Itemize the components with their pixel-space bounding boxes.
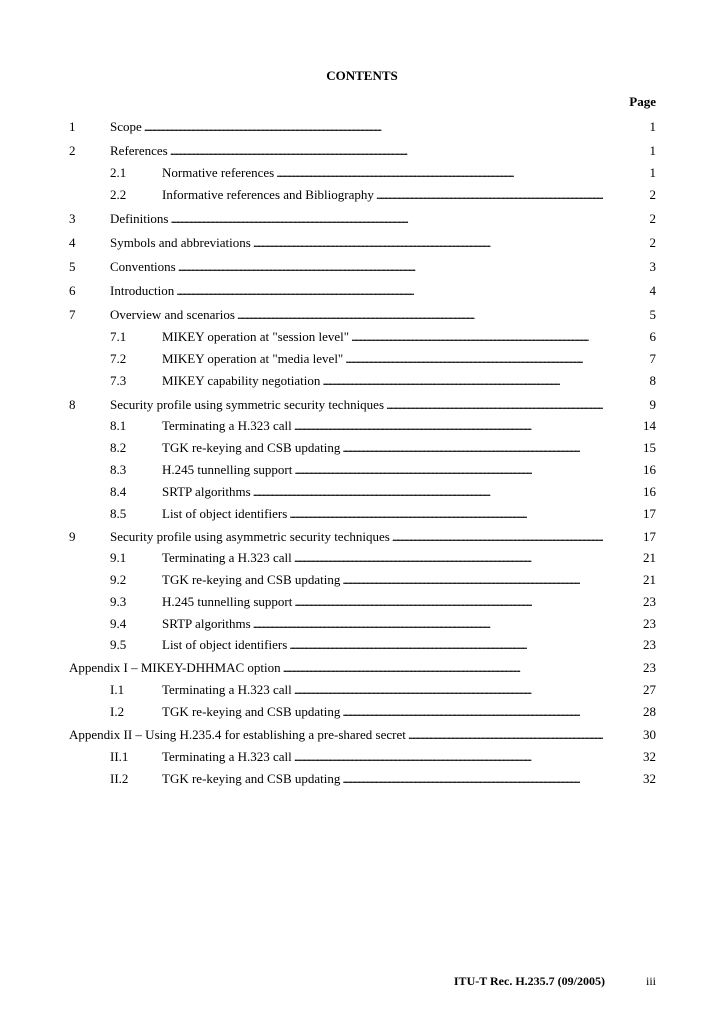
toc-entry-page: 28 <box>643 704 656 719</box>
toc-entry-i-1[interactable] <box>0 681 724 699</box>
toc-entry-number: 8 <box>69 397 76 412</box>
toc-entry-leader <box>110 306 603 324</box>
toc-entry-page: 32 <box>643 771 656 786</box>
toc-entry-5[interactable] <box>0 258 724 276</box>
toc-entry-number: 7.2 <box>110 351 127 366</box>
toc-entry-1[interactable] <box>0 118 724 136</box>
toc-entry-number: 9.3 <box>110 594 127 609</box>
toc-entry-number: I.1 <box>110 682 125 697</box>
toc-entry-page: 5 <box>649 307 656 322</box>
toc-entry-number: 8.4 <box>110 484 127 499</box>
toc-entry-number: 1 <box>69 119 76 134</box>
toc-entry-number: 2.1 <box>110 165 127 180</box>
toc-entry-page: 21 <box>643 572 656 587</box>
toc-entry-leader <box>110 118 603 136</box>
toc-entry-title: H.245 tunnelling support <box>162 594 293 609</box>
toc-entry-page: 17 <box>643 529 656 544</box>
toc-entry-title: TGK re-keying and CSB updating <box>162 440 341 455</box>
toc-entry-leader <box>162 748 603 766</box>
toc-entry-number: 9.2 <box>110 572 127 587</box>
toc-entry-page: 14 <box>643 418 656 433</box>
toc-entry-title: Normative references <box>162 165 275 180</box>
toc-entry-leader <box>162 483 603 501</box>
toc-entry-8-3[interactable] <box>0 461 724 479</box>
toc-entry-title: Informative references and Bibliography <box>162 187 374 202</box>
toc-entry-page: 7 <box>649 351 656 366</box>
toc-entry-title: Terminating a H.323 call <box>162 682 292 697</box>
toc-entry-number: 8.5 <box>110 506 127 521</box>
toc-entry-number: 3 <box>69 211 76 226</box>
toc-entry-leader <box>69 659 603 677</box>
toc-entry-9-5[interactable] <box>0 636 724 654</box>
toc-entry-leader <box>162 439 603 457</box>
toc-entry-2-1[interactable] <box>0 164 724 182</box>
toc-entry-title: Scope <box>110 119 142 134</box>
toc-entry-leader <box>162 505 603 523</box>
toc-entry-7-1[interactable] <box>0 328 724 346</box>
toc-entry-page: 23 <box>643 660 656 675</box>
toc-entry-title: SRTP algorithms <box>162 484 251 499</box>
toc-entry-7-2[interactable] <box>0 350 724 368</box>
toc-entry-title: Appendix I – MIKEY-DHHMAC option <box>69 660 281 675</box>
toc-entry-page: 8 <box>649 373 656 388</box>
toc-entry-8[interactable] <box>0 396 724 414</box>
toc-entry-number: 5 <box>69 259 76 274</box>
toc-entry-title: Terminating a H.323 call <box>162 749 292 764</box>
toc-entry-page: 23 <box>643 637 656 652</box>
toc-entry-title: List of object identifiers <box>162 637 288 652</box>
toc-entry-number: 7.3 <box>110 373 127 388</box>
toc-entry-ii-2[interactable] <box>0 770 724 788</box>
toc-entry-title: Terminating a H.323 call <box>162 418 292 433</box>
toc-entry-page: 1 <box>649 165 656 180</box>
toc-entry-leader <box>162 593 603 611</box>
toc-entry-number: 9.5 <box>110 637 127 652</box>
toc-entry-leader <box>162 186 603 204</box>
toc-entry-leader <box>110 142 603 160</box>
toc-entry-title: Symbols and abbreviations <box>110 235 251 250</box>
toc-entry-title: Security profile using asymmetric security techniques <box>110 529 390 544</box>
toc-entry-leader <box>162 164 603 182</box>
toc-entry-leader <box>69 726 603 744</box>
toc-entry-page: 9 <box>649 397 656 412</box>
toc-entry-leader <box>162 350 603 368</box>
toc-entry-leader <box>162 703 603 721</box>
toc-entry-7[interactable] <box>0 306 724 324</box>
toc-entry-title: References <box>110 143 168 158</box>
toc-entry-title: Definitions <box>110 211 169 226</box>
toc-entry-number: 4 <box>69 235 76 250</box>
toc-entry-page: 30 <box>643 727 656 742</box>
toc-entry-title: Security profile using symmetric security techniques <box>110 397 385 412</box>
toc-entry-title: Terminating a H.323 call <box>162 550 292 565</box>
toc-entry-number: 9.1 <box>110 550 127 565</box>
toc-entry-number: 8.1 <box>110 418 127 433</box>
footer-recommendation: ITU-T Rec. H.235.7 (09/2005) <box>453 974 605 988</box>
toc-entry-page: 27 <box>643 682 656 697</box>
toc-entry-title: TGK re-keying and CSB updating <box>162 771 341 786</box>
toc-entry-title: Appendix II – Using H.235.4 for establishing a pre-shared secret <box>69 727 406 742</box>
toc-entry-page: 1 <box>649 119 656 134</box>
toc-entry-leader <box>162 549 603 567</box>
toc-entry-number: 9.4 <box>110 616 127 631</box>
toc-entry-number: II.1 <box>110 749 129 764</box>
toc-entry-7-3[interactable] <box>0 372 724 390</box>
toc-entry-number: 2 <box>69 143 76 158</box>
toc-entry-leader <box>110 282 603 300</box>
toc-entry-8-5[interactable] <box>0 505 724 523</box>
toc-entry-number: II.2 <box>110 771 129 786</box>
toc-entry-leader <box>110 258 603 276</box>
toc-entry-leader <box>162 571 603 589</box>
toc-entry-i-2[interactable] <box>0 703 724 721</box>
toc-entry-page: 1 <box>649 143 656 158</box>
toc-entry-title: TGK re-keying and CSB updating <box>162 572 341 587</box>
toc-entry-appendix-i[interactable] <box>0 659 724 677</box>
toc-entry-number: 8.3 <box>110 462 127 477</box>
toc-entry-leader <box>162 636 603 654</box>
toc-entry-title: List of object identifiers <box>162 506 288 521</box>
toc-entry-title: Introduction <box>110 283 175 298</box>
toc-entry-leader <box>162 417 603 435</box>
toc-entry-page: 4 <box>649 283 656 298</box>
toc-entry-page: 16 <box>643 484 656 499</box>
footer-page-number: iii <box>645 974 656 988</box>
toc-entry-number: 2.2 <box>110 187 127 202</box>
toc-entry-page: 6 <box>649 329 656 344</box>
toc-entry-2[interactable] <box>0 142 724 160</box>
toc-entry-number: 9 <box>69 529 76 544</box>
toc-entry-6[interactable] <box>0 282 724 300</box>
page-footer <box>0 974 724 992</box>
toc-entry-ii-1[interactable] <box>0 748 724 766</box>
toc-entry-title: Conventions <box>110 259 176 274</box>
toc-entry-page: 32 <box>643 749 656 764</box>
page-title: CONTENTS <box>326 68 398 83</box>
toc-entry-number: 8.2 <box>110 440 127 455</box>
toc-entry-title: MIKEY operation at "media level" <box>162 351 344 366</box>
toc-entry-9[interactable] <box>0 528 724 546</box>
toc-entry-title: TGK re-keying and CSB updating <box>162 704 341 719</box>
toc-entry-number: 6 <box>69 283 76 298</box>
toc-entry-leader <box>162 372 603 390</box>
toc-entry-number: I.2 <box>110 704 125 719</box>
toc-entry-leader <box>162 681 603 699</box>
toc-entry-page: 23 <box>643 594 656 609</box>
toc-entry-title: Overview and scenarios <box>110 307 235 322</box>
toc-entry-page: 21 <box>643 550 656 565</box>
toc-entry-leader <box>162 615 603 633</box>
toc-entry-page: 23 <box>643 616 656 631</box>
toc-entry-leader <box>110 396 603 414</box>
toc-entry-2-2[interactable] <box>0 186 724 204</box>
toc-entry-title: H.245 tunnelling support <box>162 462 293 477</box>
toc-entry-leader <box>110 234 603 252</box>
toc-entry-title: MIKEY operation at "session level" <box>162 329 350 344</box>
toc-entry-page: 2 <box>649 187 656 202</box>
toc-entry-title: MIKEY capability negotiation <box>162 373 321 388</box>
toc-entry-8-2[interactable] <box>0 439 724 457</box>
toc-entry-page: 16 <box>643 462 656 477</box>
toc-entry-leader <box>162 461 603 479</box>
toc-entry-8-1[interactable] <box>0 417 724 435</box>
toc-entry-9-1[interactable] <box>0 549 724 567</box>
toc-entry-leader <box>162 328 603 346</box>
toc-entry-page: 17 <box>643 506 656 521</box>
toc-entry-title: SRTP algorithms <box>162 616 251 631</box>
toc-entry-number: 7.1 <box>110 329 127 344</box>
toc-entry-9-2[interactable] <box>0 571 724 589</box>
toc-entry-page: 2 <box>649 235 656 250</box>
toc-entry-number: 7 <box>69 307 76 322</box>
toc-entry-page: 2 <box>649 211 656 226</box>
toc-entry-3[interactable] <box>0 210 724 228</box>
toc-entry-leader <box>162 770 603 788</box>
toc-entry-4[interactable] <box>0 234 724 252</box>
page-column-label: Page <box>629 94 656 109</box>
toc-entry-appendix-ii[interactable] <box>0 726 724 744</box>
toc-entry-leader <box>110 528 603 546</box>
toc-entry-9-4[interactable] <box>0 615 724 633</box>
toc-entry-9-3[interactable] <box>0 593 724 611</box>
toc-entry-page: 3 <box>649 259 656 274</box>
toc-entry-8-4[interactable] <box>0 483 724 501</box>
toc-entry-page: 15 <box>643 440 656 455</box>
toc-entry-leader <box>110 210 603 228</box>
